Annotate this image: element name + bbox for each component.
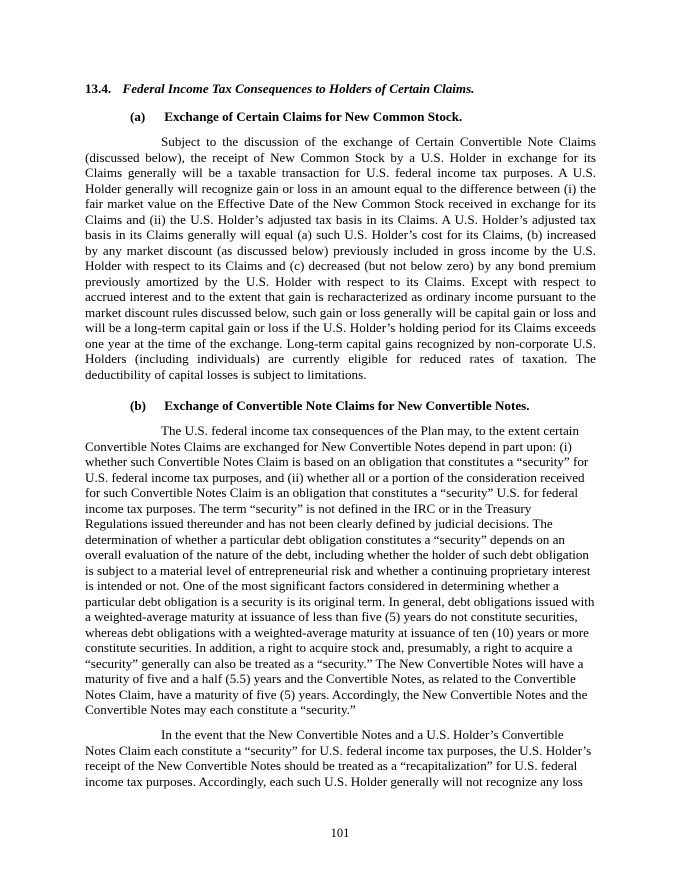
section-heading — [85, 81, 474, 97]
page-number: 101 — [330, 826, 350, 840]
subsection-title: Exchange of Certain Claims for New Common Stock. — [164, 109, 463, 124]
subsection-heading-b — [130, 398, 530, 414]
subsection-heading-a — [130, 109, 462, 125]
subsection-title: Exchange of Convertible Note Claims for New Convertible Notes. — [164, 398, 530, 413]
subsection-label: (a) — [130, 109, 146, 124]
section-title: Federal Income Tax Consequences to Holders of Certain Claims. — [122, 81, 475, 96]
paragraph: The U.S. federal income tax consequences of the Plan may, to the extent certain Convertible Notes Claims are exchanged for New Convertible Notes depend in part upon: (i) whether such Convertible Notes Claim is based on an obligation that constitutes a “security” for U.S. federal income tax purposes, and (ii) whether all or a portion of the consideration received for such Convertible Notes Claim is an obligation that constitutes a “security” U.S. for federal income tax purposes. The term “security” is not defined in the IRC or in the Treasury Regulations issued thereunder and has not been clearly defined by judicial decisions. The determination of whether a particular debt obligation constitutes a “security” depends on an overall evaluation of the nature of the debt, including whether the holder of such debt obligation is subject to a material level of entrepreneurial risk and whether a continuing proprietary interest is intended or not. One of the most significant factors considered in determining whether a particular debt obligation is a security is its original term. In general, debt obligations issued with a weighted-average maturity at issuance of less than five (5) years do not constitute securities, whereas debt obligations with a weighted-average maturity at issuance of ten (10) years or more constitute securities. In addition, a right to acquire stock and, presumably, a right to acquire a “security” generally can also be treated as a “security.” The New Convertible Notes will have a maturity of five and a half (5.5) years and the Convertible Notes, as related to the Convertible Notes Claim, have a maturity of five (5) years. Accordingly, the New Convertible Notes and the Convertible Notes may each constitute a “security.” — [85, 423, 595, 717]
paragraph: In the event that the New Convertible Notes and a U.S. Holder’s Convertible Notes Claim each constitute a “security” for U.S. federal income tax purposes, the U.S. Holder’s receipt of the New Convertible Notes should be treated as a “recapitalization” for U.S. federal income tax purposes. Accordingly, each such U.S. Holder generally will not recognize any loss — [85, 727, 592, 789]
section-number: 13.4. — [85, 81, 112, 96]
subsection-label: (b) — [130, 398, 147, 413]
paragraph: Subject to the discussion of the exchange of Certain Convertible Note Claims (discussed below), the receipt of New Common Stock by a U.S. Holder in exchange for its Claims generally will be a taxable transaction for U.S. federal income tax purposes. A U.S. Holder generally will recognize gain or loss in an amount equal to the difference between (i) the fair market value on the Effective Date of the New Common Stock received in exchange for its Claims and (ii) the U.S. Holder’s adjusted tax basis in its Claims. A U.S. Holder’s adjusted tax basis in its Claims generally will equal (a) such U.S. Holder’s cost for its Claims, (b) increased by any market discount (as discussed below) previously included in gross income by the U.S. Holder with respect to its Claims and (c) decreased (but not below zero) by any bond premium previously amortized by the U.S. Holder with respect to its Claims. Except with respect to accrued interest and to the extent that gain is recharacterized as ordinary income pursuant to the market discount rules discussed below, such gain or loss generally will be capital gain or loss and will be a long-term capital gain or loss if the U.S. Holder’s holding period for its Claims exceeds one year at the time of the exchange. Long-term capital gains recognized by non-corporate U.S. Holders (including individuals) are currently eligible for reduced rates of taxation. The deductibility of capital losses is subject to limitations. — [85, 134, 596, 382]
